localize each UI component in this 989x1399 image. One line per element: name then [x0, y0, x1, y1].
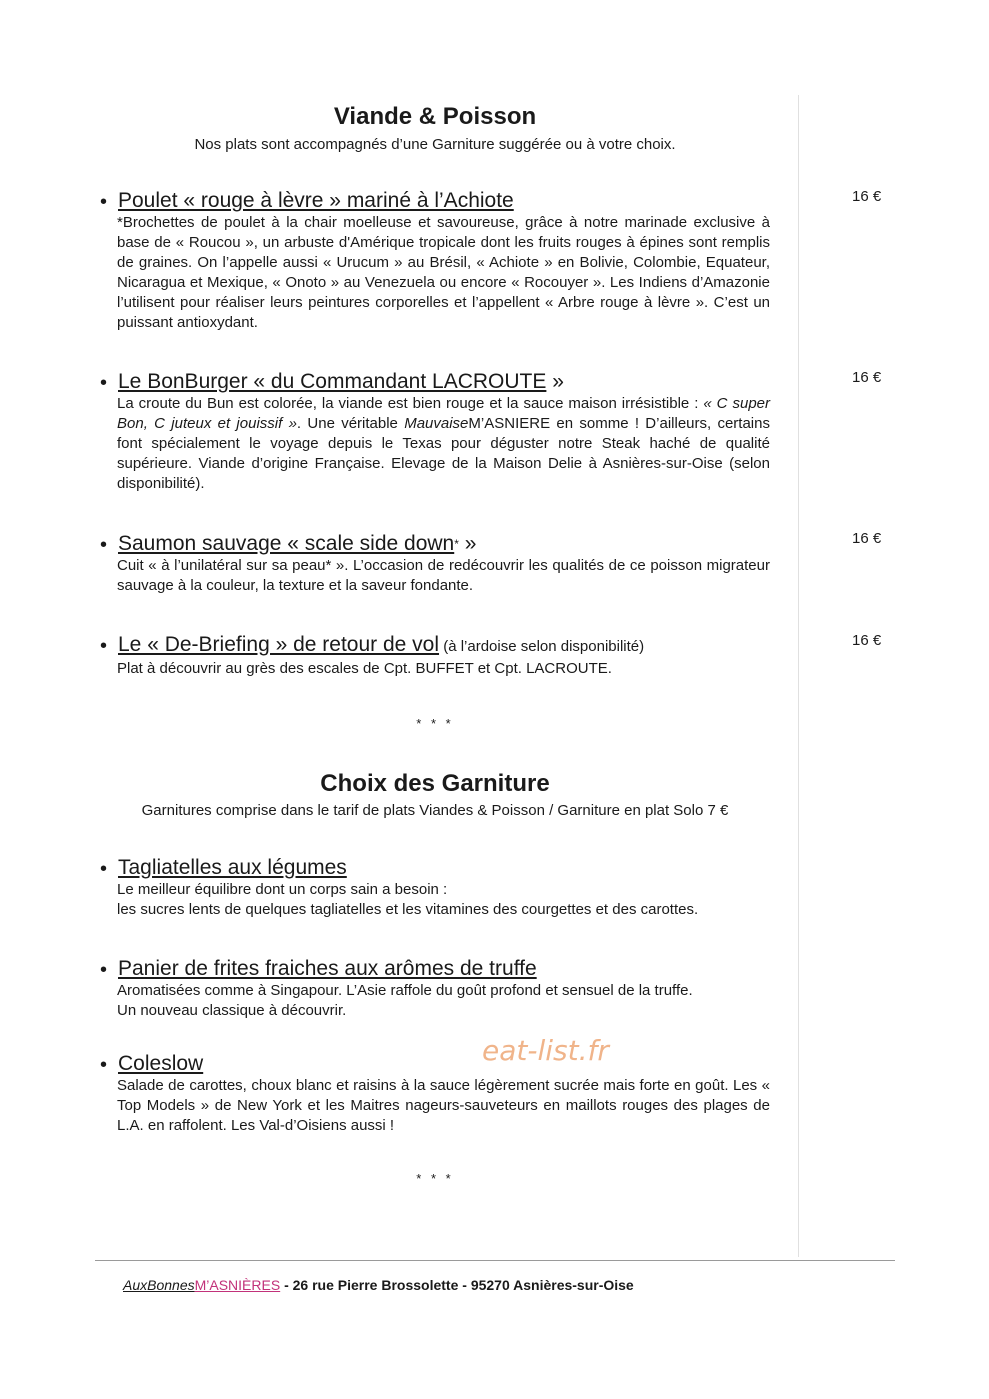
section-separator: * * * — [416, 716, 454, 731]
bullet-icon: • — [100, 959, 108, 981]
menu-item — [100, 633, 770, 679]
section-title-meat-fish: Viande & Poisson — [333, 103, 537, 130]
dish-name: Saumon sauvage « scale side down* » — [118, 532, 477, 555]
footer-divider — [95, 1260, 895, 1261]
dish-name: Le « De-Briefing » de retour de vol (à l’ardoise selon disponibilité) — [118, 633, 645, 656]
dish-price: 16 € — [852, 369, 882, 386]
bullet-icon: • — [100, 534, 108, 556]
dish-price: 16 € — [852, 632, 882, 649]
menu-item — [100, 1052, 770, 1136]
garnish-name: Tagliatelles aux légumes — [118, 856, 347, 879]
dish-price: 16 € — [852, 188, 882, 205]
bullet-icon: • — [100, 372, 108, 394]
menu-item — [100, 189, 770, 333]
bullet-icon: • — [100, 635, 108, 657]
vertical-divider — [798, 95, 799, 1257]
watermark: eat-list.fr — [482, 1034, 609, 1067]
footer-address: - 26 rue Pierre Brossolette - 95270 Asnières-sur-Oise — [280, 1277, 634, 1293]
dish-name: Poulet « rouge à lèvre » mariné à l’Achiote — [118, 189, 514, 212]
dish-description: Plat à découvrir au grès des escales de Cpt. BUFFET et Cpt. LACROUTE. — [117, 660, 612, 677]
section-title-garnish: Choix des Garniture — [320, 770, 550, 797]
bullet-icon: • — [100, 858, 108, 880]
menu-item — [100, 856, 770, 920]
dish-description: *Brochettes de poulet à la chair moelleuse et savoureuse, grâce à notre marinade exclusive à base de « Roucou », un arbuste d'Amérique tropicale dont les fruits rouges à épines sont remplis de graines. On l’appelle aussi « Urucum » au Brésil, « Achiote » en Bolivie, Colombie, Equateur, Nicaragua et Mexique, « Onoto » au Venezuela ou encore « Rocouyer ». Les Indiens d’Amazonie l’utilisent pour réaliser leurs peintures corporelles et l’appellent « Arbre rouge à lèvre ». C’est un puissant antioxydant. — [117, 214, 770, 331]
footer-brand-part2[interactable]: M’ASNIÈRES — [194, 1277, 281, 1293]
garnish-name: Panier de frites fraiches aux arômes de truffe — [118, 957, 537, 980]
garnish-description: Aromatisées comme à Singapour. L’Asie raffole du goût profond et sensuel de la truffe. Un nouveau classique à découvrir. — [117, 982, 693, 1019]
garnish-description: Le meilleur équilibre dont un corps sain a besoin : les sucres lents de quelques tagliatelles et les vitamines des courgettes et des carottes. — [117, 881, 699, 918]
menu-item — [100, 370, 770, 494]
footer — [123, 1277, 634, 1293]
section-subtitle-meat-fish: Nos plats sont accompagnés d’une Garniture suggérée ou à votre choix. — [194, 136, 676, 153]
dish-description: La croute du Bun est colorée, la viande est bien rouge et la sauce maison irrésistible : « C super Bon, C juteux et jouissif ». Une véritable MauvaiseM’ASNIERE en somme ! D’ailleurs, certains font spécialement le voyage depuis le Texas pour déguster notre Steak haché de qualité supérieure. Viande d’origine Française. Elevage de la Maison Delie à Asnières-sur-Oise (selon disponibilité). — [117, 395, 770, 492]
bullet-icon: • — [100, 191, 108, 213]
garnish-name: Coleslow — [118, 1052, 204, 1075]
dish-description: Cuit « à l’unilatéral sur sa peau* ». L’occasion de redécouvrir les qualités de ce poisson migrateur sauvage à la couleur, la texture et la saveur fondante. — [117, 557, 770, 594]
footer-brand-part1[interactable]: AuxBonnes — [123, 1277, 195, 1293]
menu-item — [100, 532, 770, 596]
dish-price: 16 € — [852, 530, 882, 547]
section-separator: * * * — [416, 1171, 454, 1186]
garnish-description: Salade de carottes, choux blanc et raisins à la sauce légèrement sucrée mais forte en goût. Les « Top Models » de New York et les Maitres nageurs-sauveteurs en maillots rouges des plages de L.A. en raffolent. Les Val-d’Oisiens aussi ! — [117, 1077, 770, 1134]
dish-name: Le BonBurger « du Commandant LACROUTE » — [118, 370, 564, 393]
bullet-icon: • — [100, 1054, 108, 1076]
section-subtitle-garnish: Garnitures comprise dans le tarif de plats Viandes & Poisson / Garniture en plat Solo 7 € — [141, 802, 729, 819]
menu-item — [100, 957, 770, 1021]
